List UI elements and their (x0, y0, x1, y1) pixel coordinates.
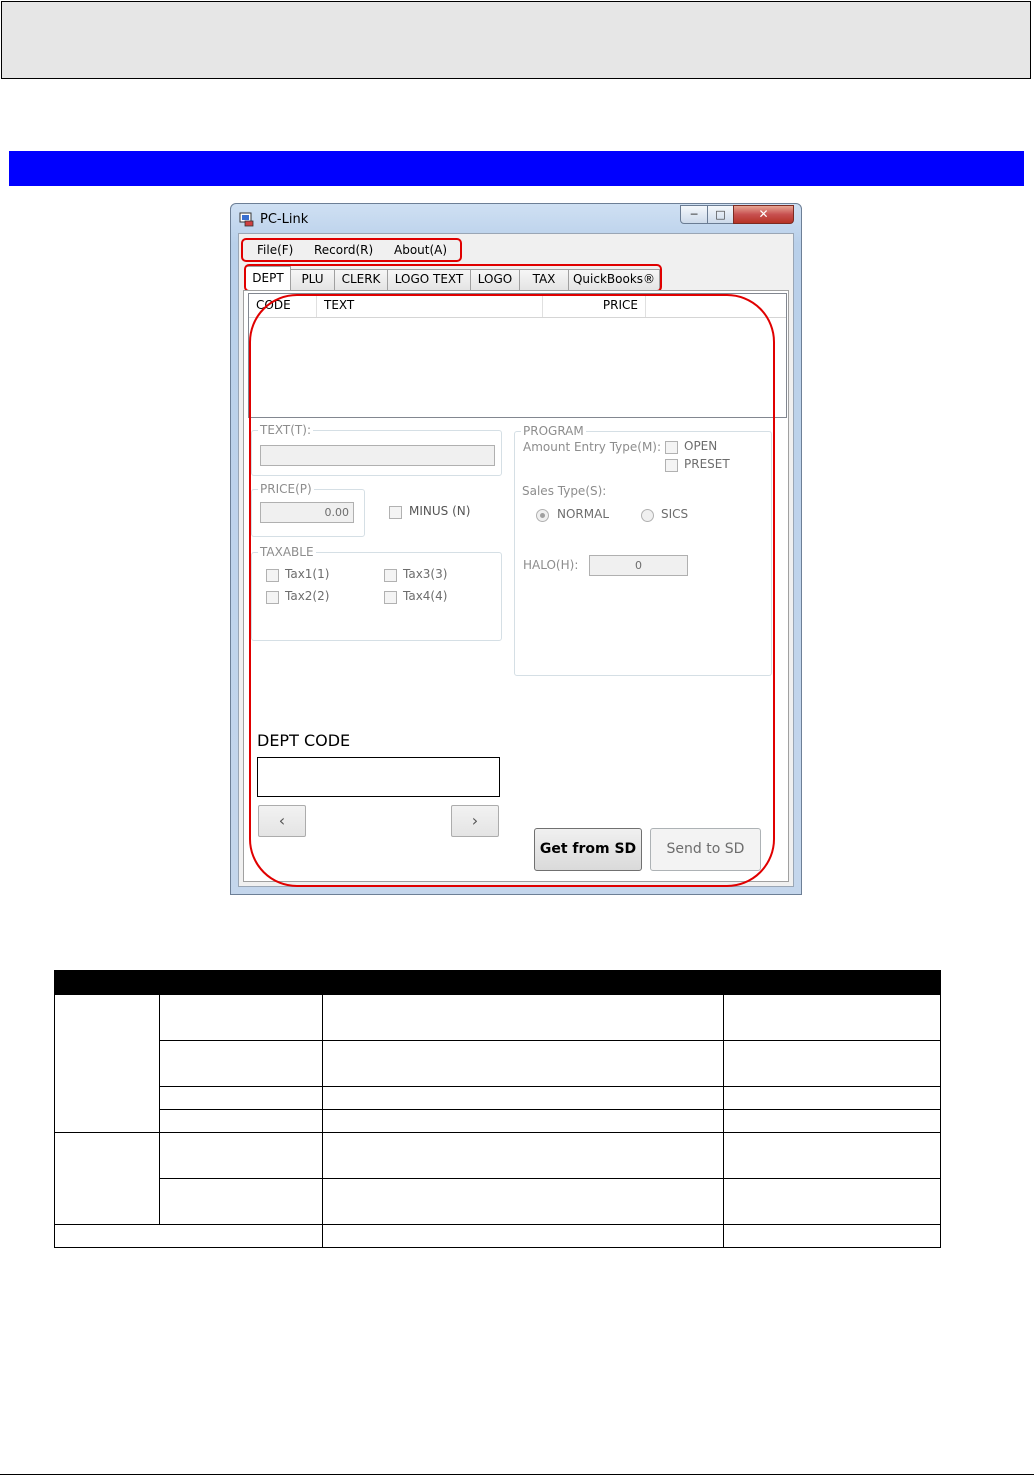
page-header-box (1, 1, 1031, 79)
tax1-label: Tax1(1) (285, 567, 330, 581)
close-icon: ✕ (758, 207, 769, 221)
chevron-right-icon: › (471, 811, 479, 830)
table-cell (55, 1225, 323, 1248)
normal-label: NORMAL (557, 507, 610, 521)
sics-label: SICS (661, 507, 689, 521)
menu-record[interactable]: Record(R) (314, 243, 374, 257)
get-from-sd-button[interactable]: Get from SD (534, 828, 642, 871)
table-header-cell (159, 971, 322, 995)
table-cell (159, 1179, 322, 1225)
maximize-button[interactable] (707, 205, 734, 224)
tab-tax[interactable]: TAX (519, 269, 569, 290)
pc-link-window (230, 203, 802, 895)
tab-plu[interactable]: PLU (290, 269, 335, 290)
table-header-cell (55, 971, 160, 995)
menu-highlight-frame (241, 238, 462, 262)
minimize-icon: ─ (690, 208, 698, 221)
column-price[interactable]: PRICE (543, 294, 646, 317)
table-cell (724, 1133, 941, 1179)
table-cell (55, 995, 160, 1133)
text-group-label: TEXT(T): (260, 423, 311, 437)
table-row (55, 1087, 941, 1110)
table-header-cell (322, 971, 724, 995)
open-label: OPEN (684, 439, 718, 453)
table-row (55, 1225, 941, 1248)
table-row (55, 1110, 941, 1133)
sales-type-label: Sales Type(S): (522, 484, 607, 498)
preset-label: PRESET (684, 457, 730, 471)
table-cell (724, 1041, 941, 1087)
table-cell (322, 1179, 724, 1225)
table-cell (159, 1087, 322, 1110)
tab-quickbooks[interactable]: QuickBooks® (568, 269, 660, 290)
table-cell (724, 1087, 941, 1110)
table-cell (159, 1110, 322, 1133)
tab-dept[interactable]: DEPT (245, 266, 291, 291)
tax2-label: Tax2(2) (285, 589, 330, 603)
table-row (55, 995, 941, 1041)
price-group-label: PRICE(P) (260, 482, 312, 496)
table-row (55, 1179, 941, 1225)
chevron-left-icon: ‹ (278, 811, 286, 830)
table-cell (724, 1110, 941, 1133)
tax4-label: Tax4(4) (403, 589, 448, 603)
footer-divider (0, 1474, 1034, 1475)
table-cell (159, 995, 322, 1041)
table-cell (724, 1225, 941, 1248)
table-cell (159, 1133, 322, 1179)
table-cell (322, 1110, 724, 1133)
section-title-bar (9, 151, 1024, 186)
column-code[interactable]: CODE (249, 294, 317, 317)
price-input[interactable]: 0.00 (260, 502, 354, 523)
table-cell (322, 1087, 724, 1110)
send-to-sd-button[interactable]: Send to SD (650, 828, 761, 871)
menu-file[interactable]: File(F) (257, 243, 294, 257)
window-title: PC-Link (260, 212, 309, 227)
table-header-cell (724, 971, 941, 995)
table-row (55, 1133, 941, 1179)
table-cell (724, 995, 941, 1041)
table-cell (55, 1133, 160, 1225)
panel-highlight-frame (249, 294, 775, 887)
tab-logo[interactable]: LOGO (470, 269, 520, 290)
table-header-row (55, 971, 941, 995)
tax3-label: Tax3(3) (403, 567, 448, 581)
minus-label: MINUS (N) (409, 504, 471, 518)
close-button[interactable] (733, 205, 794, 224)
table-row (55, 1041, 941, 1087)
maximize-icon: □ (715, 208, 726, 221)
description-table (54, 970, 941, 1248)
table-cell (322, 1225, 724, 1248)
tabs-highlight-frame (244, 264, 662, 292)
halo-label: HALO(H): (523, 558, 579, 572)
halo-input[interactable]: 0 (589, 555, 688, 576)
tab-clerk[interactable]: CLERK (334, 269, 388, 290)
table-cell (322, 1041, 724, 1087)
table-cell (322, 995, 724, 1041)
taxable-group-label: TAXABLE (260, 545, 314, 559)
app-icon (239, 212, 254, 227)
table-cell (159, 1041, 322, 1087)
minimize-button[interactable] (680, 205, 708, 224)
column-text[interactable]: TEXT (317, 294, 543, 317)
tab-logo-text[interactable]: LOGO TEXT (387, 269, 471, 290)
dept-code-title: DEPT CODE (257, 731, 351, 750)
table-cell (724, 1179, 941, 1225)
table-cell (322, 1133, 724, 1179)
menu-about[interactable]: About(A) (394, 243, 448, 257)
amount-entry-type-label: Amount Entry Type(M): (523, 440, 662, 454)
program-group-label: PROGRAM (523, 424, 584, 438)
